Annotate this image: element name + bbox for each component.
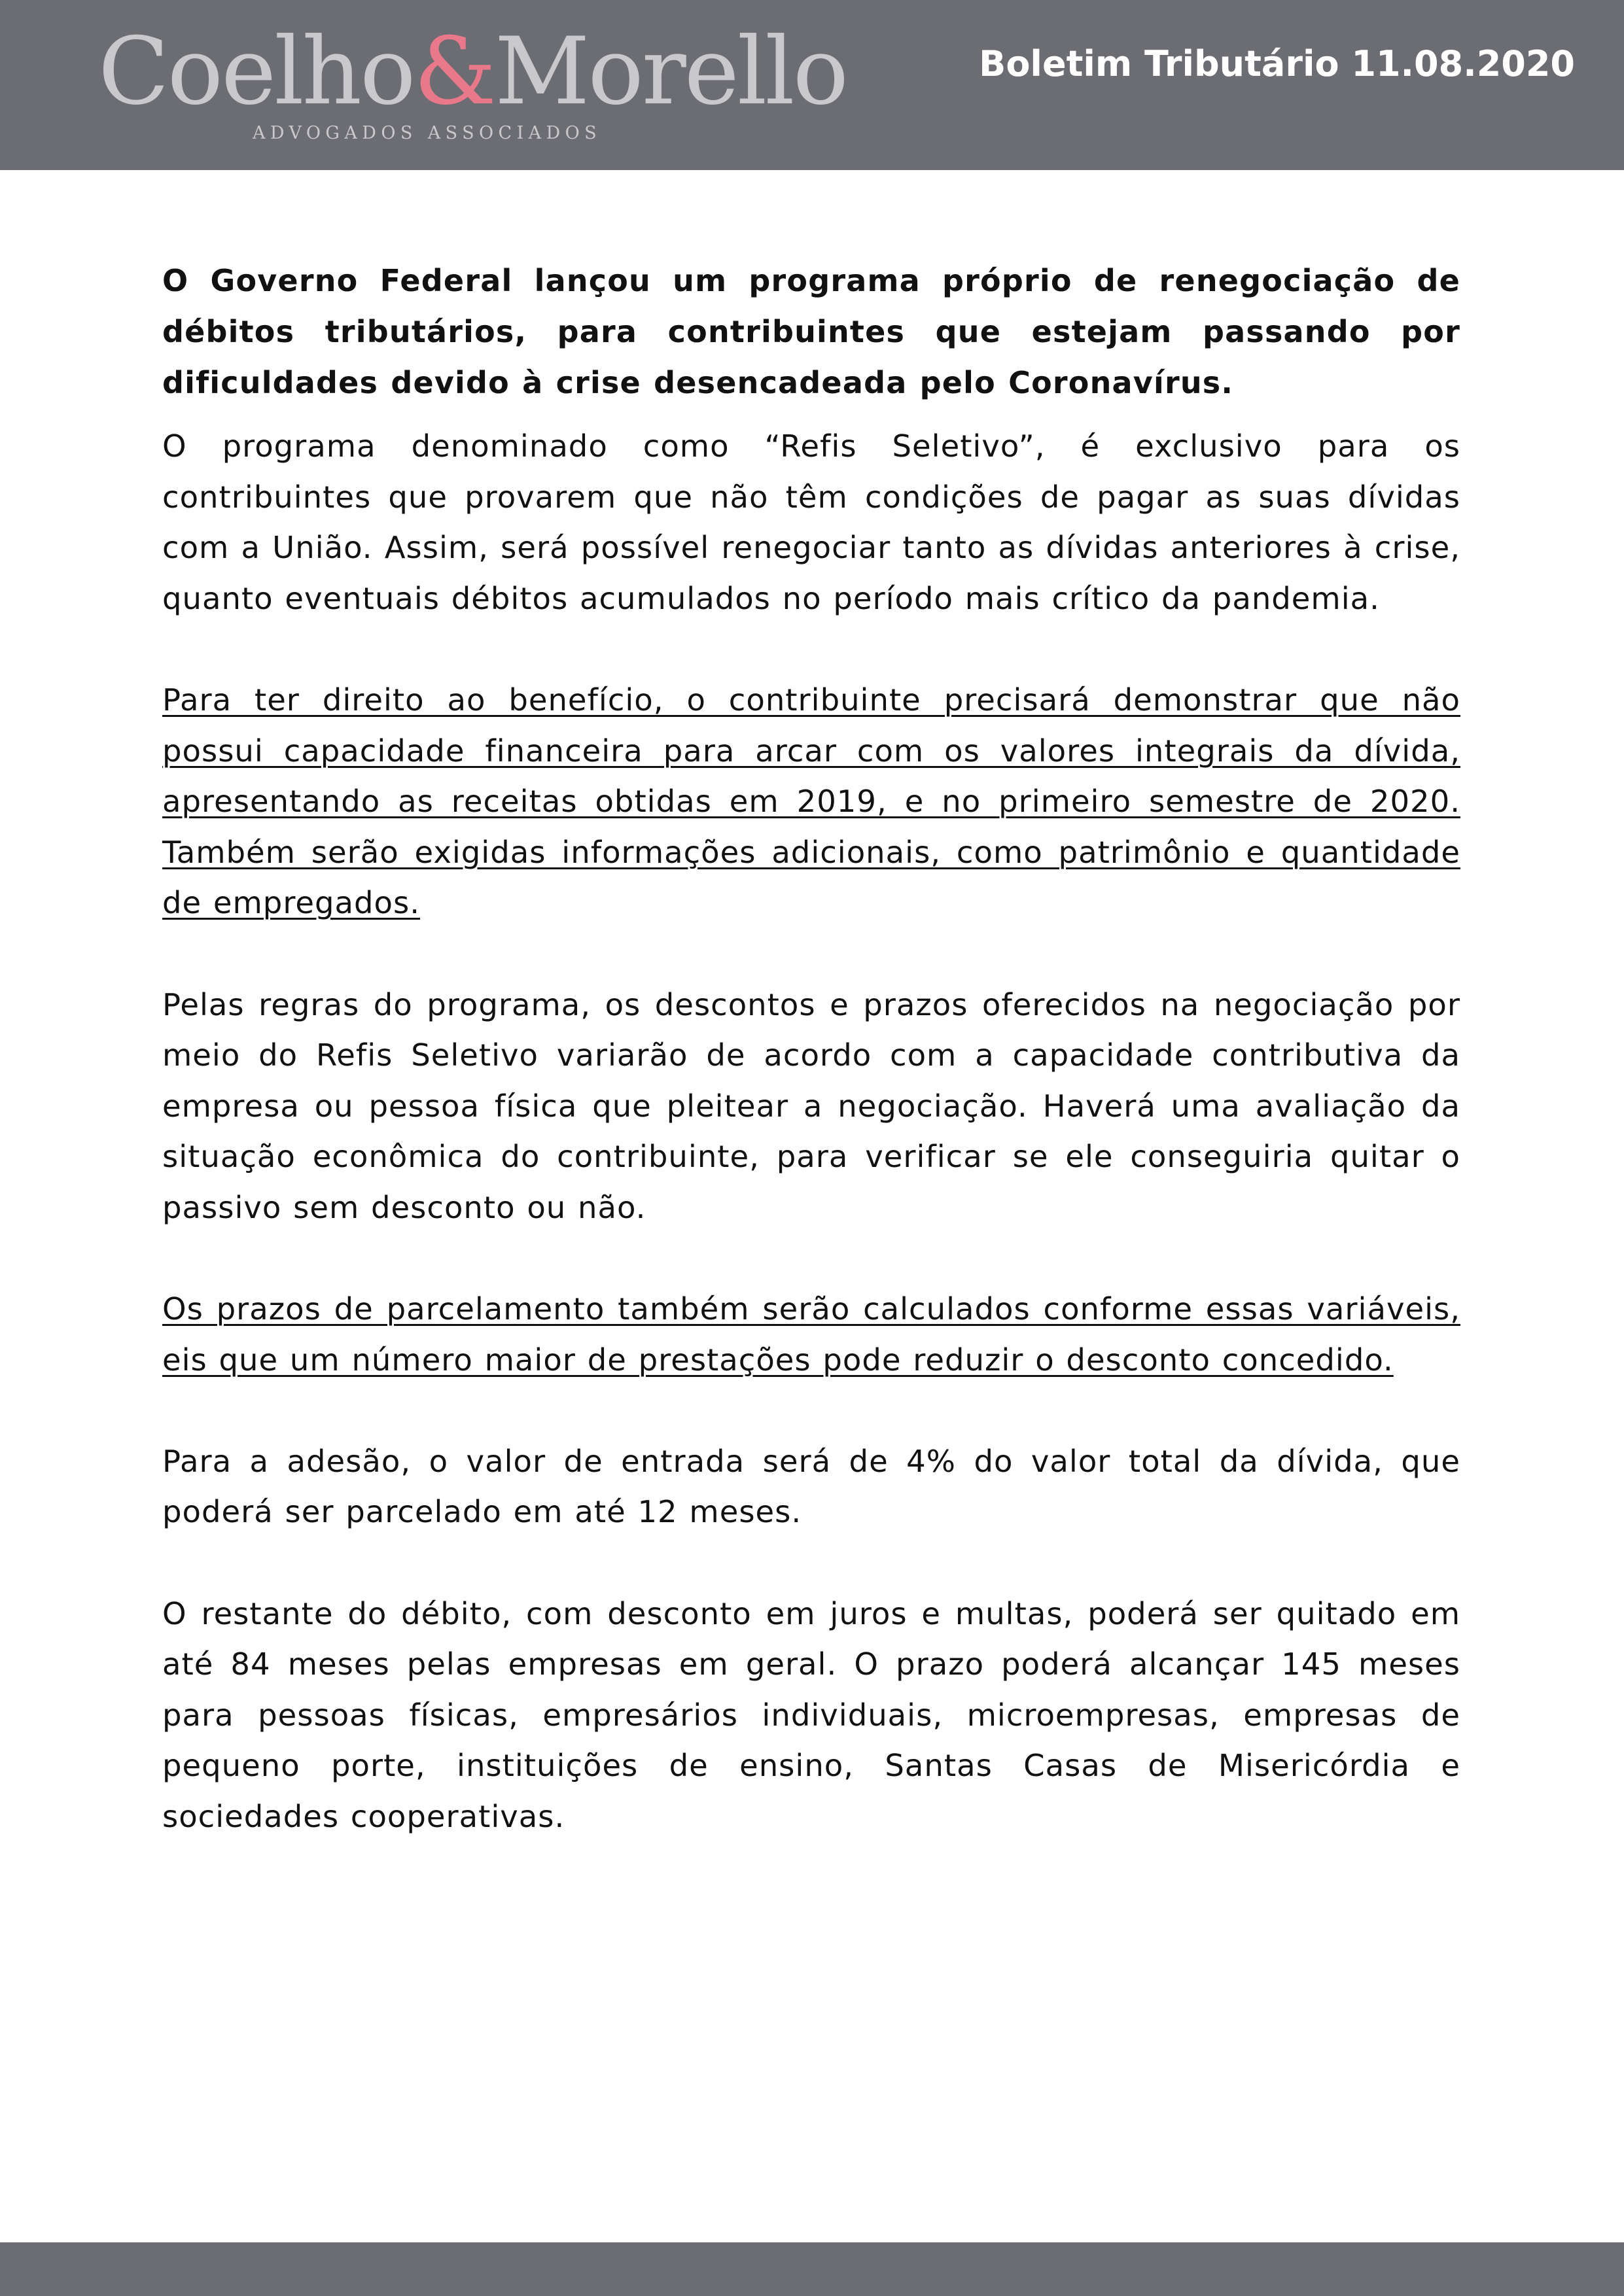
paragraph-eligibility-requirements: Para ter direito ao benefício, o contribuinte precisará demonstrar que não possui capacidade financeira para arcar com os valores integrais da dívida, apresentando as receitas obtidas em 2019, e no primeiro semestre de 2020. Também serão exigidas informações adicionais, como patrimônio e quantidade de empregados. bbox=[162, 682, 1460, 921]
article-body bbox=[162, 255, 1460, 1843]
paragraph-program-rules: Pelas regras do programa, os descontos e prazos oferecidos na negociação por meio do Refis Seletivo variarão de acordo com a capacidade contributiva da empresa ou pessoa física que pleitear a negociação. Haverá uma avaliação da situação econômica do contribuinte, para verificar se ele conseguiria quitar o passivo sem desconto ou não. bbox=[162, 986, 1460, 1225]
paragraph-down-payment: Para a adesão, o valor de entrada será de 4% do valor total da dívida, que poderá ser parcelado em até 12 meses. bbox=[162, 1443, 1460, 1530]
lead-paragraph: O Governo Federal lançou um programa próprio de renegociação de débitos tributários, para contribuintes que estejam passando por dificuldades devido à crise desencadeada pelo Coronavírus. bbox=[162, 263, 1460, 400]
bulletin-title: Boletim Tributário 11.08.2020 bbox=[979, 43, 1575, 84]
logo-ampersand: & bbox=[414, 18, 495, 126]
logo-tagline: ADVOGADOS ASSOCIADOS bbox=[253, 123, 602, 143]
footer-band bbox=[0, 2242, 1624, 2296]
paragraph-installment-terms: Os prazos de parcelamento também serão calculados conforme essas variáveis, eis que um número maior de prestações pode reduzir o desconto concedido. bbox=[162, 1291, 1460, 1378]
header-band bbox=[0, 0, 1624, 170]
logo-wordmark bbox=[98, 20, 847, 124]
paragraph-remaining-debt: O restante do débito, com desconto em juros e multas, poderá ser quitado em até 84 meses pelas empresas em geral. O prazo poderá alcançar 145 meses para pessoas físicas, empresários individuais, microempresas, empresas de pequeno porte, instituições de ensino, Santas Casas de Misericórdia e sociedades cooperativas. bbox=[162, 1595, 1460, 1835]
logo-name-part1: Coelho bbox=[98, 18, 414, 126]
logo-name-part2: Morello bbox=[494, 18, 847, 126]
paragraph-refis-seletivo: O programa denominado como “Refis Seletivo”, é exclusivo para os contribuintes que provarem que não têm condições de pagar as suas dívidas com a União. Assim, será possível renegociar tanto as dívidas anteriores à crise, quanto eventuais débitos acumulados no período mais crítico da pandemia. bbox=[162, 428, 1460, 616]
firm-logo bbox=[98, 18, 847, 150]
